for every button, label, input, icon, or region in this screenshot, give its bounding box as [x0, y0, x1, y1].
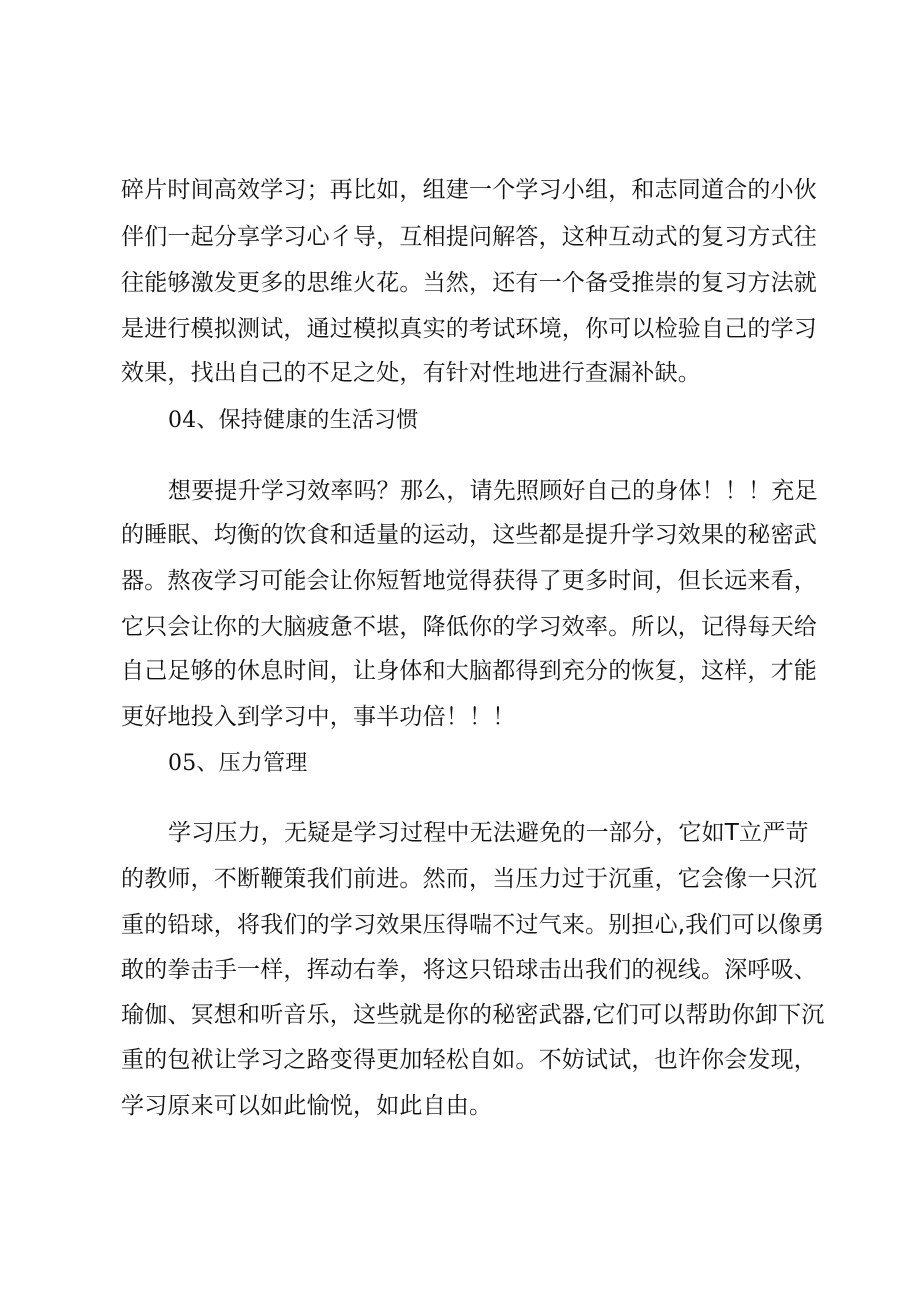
paragraph-2-line-6: 更好地投入到学习中，事半功倍！！！ [121, 704, 516, 730]
paragraph-2-line-1: 想要提升学习效率吗？那么，请先照顾好自己的身体！！！充足 [168, 478, 818, 504]
paragraph-2-line-4: 它只会让你的大脑疲惫不堪，降低你的学习效率。所以，记得每天给 [121, 614, 817, 640]
paragraph-3-line-5: 瑜伽、冥想和听音乐，这些就是你的秘密武器,它们可以帮助你卸下沉 [121, 1002, 825, 1028]
section-heading-05: 05、压力管理 [168, 751, 308, 776]
paragraph-3-line-2: 的教师，不断鞭策我们前进。然而，当压力过于沉重，它会像一只沉 [121, 866, 817, 892]
paragraph-3-line-4: 敢的拳击手一样，挥动右拳，将这只铅球击出我们的视线。深呼吸、 [121, 957, 817, 983]
paragraph-3-line-7: 学习原来可以如此愉悦，如此自由。 [121, 1093, 493, 1119]
paragraph-3-line-3: 重的铅球，将我们的学习效果压得喘不过气来。别担心,我们可以像勇 [121, 912, 825, 938]
section-heading-04: 04、保持健康的生活习惯 [168, 408, 419, 433]
paragraph-1-line-1: 碎片时间高效学习；再比如，组建一个学习小组，和志同道合的小伙 [121, 177, 817, 203]
paragraph-2-line-2: 的睡眠、均衡的饮食和适量的运动，这些都是提升学习效果的秘密武 [121, 522, 817, 548]
paragraph-1-line-3: 往能够激发更多的思维火花。当然，还有一个备受推崇的复习方法就 [121, 270, 817, 296]
paragraph-2-line-3: 器。熬夜学习可能会让你短暂地觉得获得了更多时间，但长远来看， [121, 568, 817, 594]
paragraph-3-line-6: 重的包袱让学习之路变得更加轻松自如。不妨试试，也许你会发现， [121, 1047, 817, 1073]
paragraph-2-line-5: 自己足够的休息时间，让身体和大脑都得到充分的恢复，这样，才能 [121, 658, 817, 684]
paragraph-1-line-4: 是进行模拟测试，通过模拟真实的考试环境，你可以检验自己的学习 [121, 316, 817, 342]
paragraph-1-line-5: 效果，找出自己的不足之处，有针对性地进行查漏补缺。 [121, 360, 701, 386]
paragraph-3-line-1: 学习压力，无疑是学习过程中无法避免的一部分，它如T立严苛 [168, 820, 809, 846]
paragraph-1-line-2: 伴们一起分享学习心彳导，互相提问解答，这种互动式的复习方式往 [121, 224, 817, 250]
